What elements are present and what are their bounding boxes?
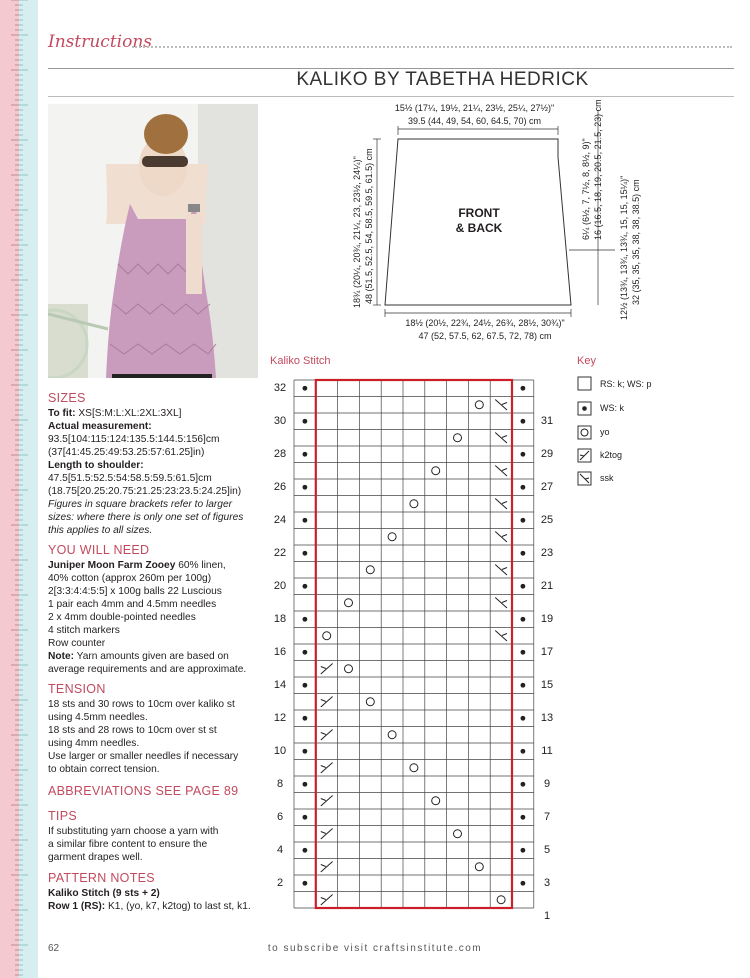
need-section [48,544,263,676]
row-number: 19 [540,612,554,625]
yo-symbol [366,698,374,706]
key-item-ssk: ssk [600,473,614,483]
ws-knit-dot [521,650,526,655]
tension-line-2: using 4.5mm needles. [48,712,148,723]
tips-line-2: a similar fibre content to ensure the [48,839,208,850]
bottom-width-cm: 47 (52, 57.5, 62, 67.5, 72, 78) cm [418,331,552,341]
tips-section [48,810,263,864]
row-number: 15 [540,678,554,691]
ws-knit-dot [303,584,308,589]
ws-knit-dot [521,683,526,688]
footer-text: to subscribe visit craftsinstitute.com [267,943,483,954]
row-number: 23 [540,546,554,559]
ssk-symbol [495,499,507,510]
schematic-label-1: FRONT [458,206,500,220]
yo-symbol [410,500,418,508]
row-number: 30 [273,415,287,427]
page-number: 62 [48,943,60,954]
ws-knit-dot [303,551,308,556]
sizes-note-3: this applies to all sizes. [48,525,153,536]
notes-line-1: Kaliko Stitch (9 sts + 2) [48,888,160,899]
bottom-width-in: 18½ (20½, 22¾, 24½, 26¾, 28½, 30¾)" [405,318,565,328]
actual-cm: 93.5[104:115:124:135.5:144.5:156]cm [48,434,220,445]
k2tog-symbol [321,664,333,675]
length-cm: 47.5[51.5:52.5:54:58.5:59.5:61.5]cm [48,473,212,484]
ws-knit-dot [303,617,308,622]
top-width-in: 15½ (17¼, 19½, 21¼, 23½, 25¼, 27½)" [394,103,555,113]
row-number: 1 [543,909,551,922]
armhole-cm-label: 16 (16.5, 18, 19, 20.5, 21.5, 23) cm [593,99,603,240]
designer-name: BY TABETHA HEDRICK [373,69,589,90]
tension-heading: TENSION [48,682,106,696]
yo-symbol [475,863,483,871]
k2tog-symbol [321,862,333,873]
tension-section [48,683,263,776]
ws-knit-dot [303,749,308,754]
k2tog-symbol [321,796,333,807]
actual-in: (37[41:45.25:49:53.25:57:61.25]in) [48,447,205,458]
ws-knit-dot [521,782,526,787]
yo-symbol [497,896,505,904]
schematic-label [444,206,514,236]
notes-heading: PATTERN NOTES [48,871,155,885]
row-number: 6 [276,811,284,823]
yo-symbol [366,566,374,574]
row-number: 24 [273,514,287,526]
tips-heading: TIPS [48,809,77,823]
ws-knit-dot [521,617,526,622]
tension-line-3: 18 sts and 28 rows to 10cm over st st [48,725,217,736]
yo-symbol [454,830,462,838]
row-number: 17 [540,645,554,658]
row-number: 9 [543,777,551,790]
yarn-name: Juniper Moon Farm Zooey [48,560,176,571]
ws-knit-dot [303,683,308,688]
row-number: 2 [276,877,284,889]
ssk-symbol [495,532,507,543]
row1-text: K1, (yo, k7, k2tog) to last st, k1. [105,901,251,912]
sizes-note-1: Figures in square brackets refer to larger [48,499,233,510]
need-line-4: 1 pair each 4mm and 4.5mm needles [48,599,217,610]
side-cm-label: 32 (35, 35, 35, 38, 38, 38.5) cm [631,179,641,305]
ssk-symbol [495,565,507,576]
ws-knit-dot [521,518,526,523]
notes-section [48,872,263,913]
title-rule [48,96,734,97]
row-number: 27 [540,480,554,493]
need-line-6: 4 stitch markers [48,625,120,636]
key-item-k2tog: k2tog [600,450,623,460]
row-number: 26 [273,481,287,493]
ws-knit-dot [303,485,308,490]
key-title: Key [577,355,596,367]
section-label: Instructions [48,32,152,52]
ruler-ticks [0,0,38,978]
kaliko-stitch-chart [270,370,570,930]
k2tog-symbol [321,895,333,906]
yo-symbol [388,533,396,541]
yo-symbol [323,632,331,640]
k2tog-symbol [321,763,333,774]
ws-knit-dot [521,386,526,391]
row-number: 25 [540,513,554,526]
yo-symbol [432,467,440,475]
tension-line-5: Use larger or smaller needles if necessary [48,751,239,762]
need-line-5: 2 x 4mm double-pointed needles [48,612,196,623]
tips-line-3: garment drapes well. [48,852,143,863]
tension-line-6: to obtain correct tension. [48,764,160,775]
row1-label: Row 1 (RS): [48,901,106,912]
row-number: 3 [543,876,551,889]
need-line-3: 2[3:3:4:4:5:5] x 100g balls 22 Luscious [48,586,222,597]
ssk-symbol [495,400,507,411]
ssk-symbol [495,466,507,477]
model-photo [48,104,258,378]
yo-symbol [345,665,353,673]
row-number: 12 [273,712,287,724]
key-item-rs-k: RS: k; WS: p [600,379,652,389]
ws-knit-dot [521,881,526,886]
to-fit-value: XS[S:M:L:XL:2XL:3XL] [78,408,182,419]
ws-knit-dot [521,716,526,721]
need-line-2: 40% cotton (approx 260m per 100g) [48,573,212,584]
ws-knit-dot [303,419,308,424]
need-note-2: average requirements and are approximate. [48,664,247,675]
row-number: 14 [273,679,287,691]
k2tog-symbol [321,697,333,708]
ws-knit-dot [521,584,526,589]
need-note-1: Yarn amounts given are based on [74,651,229,662]
ws-knit-dot [521,485,526,490]
yo-symbol [345,599,353,607]
ws-knit-dot [303,716,308,721]
row-number: 11 [541,744,553,757]
row-number: 22 [273,547,287,559]
ssk-symbol [495,433,507,444]
top-width-cm: 39.5 (44, 49, 54, 60, 64.5, 70) cm [407,116,542,126]
row-number: 20 [273,580,287,592]
ws-knit-dot [303,386,308,391]
length-in-label: 18¾ (20¼, 20¾, 21¼, 23, 23½, 24¼)" [352,156,362,308]
schematic-label-2: & BACK [455,221,503,235]
row-number: 32 [273,382,287,394]
ws-knit-dot [521,749,526,754]
pattern-name: KALIKO [296,69,368,90]
ssk-symbol [495,631,507,642]
yo-symbol [388,731,396,739]
row-number: 5 [543,843,551,856]
ws-knit-dot [521,848,526,853]
ws-knit-dot [521,419,526,424]
sizes-section [48,392,263,537]
key-item-ws-k: WS: k [600,403,624,413]
row-number: 31 [540,414,554,427]
length-label: Length to shoulder: [48,460,144,471]
tension-line-4: using 4mm needles. [48,738,140,749]
need-line-7: Row counter [48,638,106,649]
abbrev-section [48,785,263,800]
ws-knit-dot [521,551,526,556]
yo-symbol [475,401,483,409]
dotted-divider [132,46,732,48]
row-number: 16 [273,646,287,658]
key-symbols [577,376,597,486]
tips-line-1: If substituting yarn choose a yarn with [48,826,219,837]
row-number: 28 [273,448,287,460]
length-cm-label: 48 (51.5, 52.5, 54, 58.5, 59.5, 61.5) cm [364,148,374,304]
ws-knit-dot [303,881,308,886]
key-item-yo: yo [600,427,610,437]
ws-knit-dot [303,650,308,655]
ws-knit-dot [521,815,526,820]
yarn-fibre: 60% linen, [175,560,226,571]
ws-knit-dot [303,518,308,523]
ws-knit-dot [303,452,308,457]
pattern-title [0,69,750,91]
row-number: 18 [273,613,287,625]
row-number: 8 [276,778,284,790]
row-number: 13 [540,711,554,724]
sizes-heading: SIZES [48,391,86,405]
to-fit-label: To fit: [48,408,76,419]
ws-knit-dot [303,848,308,853]
row-number: 10 [273,745,287,757]
yo-symbol [454,434,462,442]
k2tog-symbol [321,730,333,741]
yo-symbol [410,764,418,772]
side-in-label: 12½ (13¾, 13¾, 13¾, 15, 15, 15¼)" [619,175,629,320]
chart-title: Kaliko Stitch [270,355,331,367]
ws-knit-dot [303,782,308,787]
yo-symbol [432,797,440,805]
length-in: (18.75[20.25:20.75:21.25:23:23.5:24.25]in) [48,486,242,497]
sizes-note-2: sizes: where there is only one set of figures [48,512,244,523]
k2tog-symbol [321,829,333,840]
row-number: 21 [540,579,554,592]
row-number: 4 [276,844,284,856]
ws-knit-dot [521,452,526,457]
need-heading: YOU WILL NEED [48,543,150,557]
armhole-in-label: 6¼ (6½, 7, 7½, 8, 8½, 9)" [581,138,591,240]
ws-knit-dot [303,815,308,820]
row-number: 7 [543,810,551,823]
need-note-label: Note: [48,651,75,662]
abbrev-heading: ABBREVIATIONS SEE PAGE 89 [48,784,239,798]
row-number: 29 [540,447,554,460]
ssk-symbol [495,598,507,609]
ruler [0,0,38,978]
tension-line-1: 18 sts and 30 rows to 10cm over kaliko st [48,699,235,710]
actual-label: Actual measurement: [48,421,152,432]
